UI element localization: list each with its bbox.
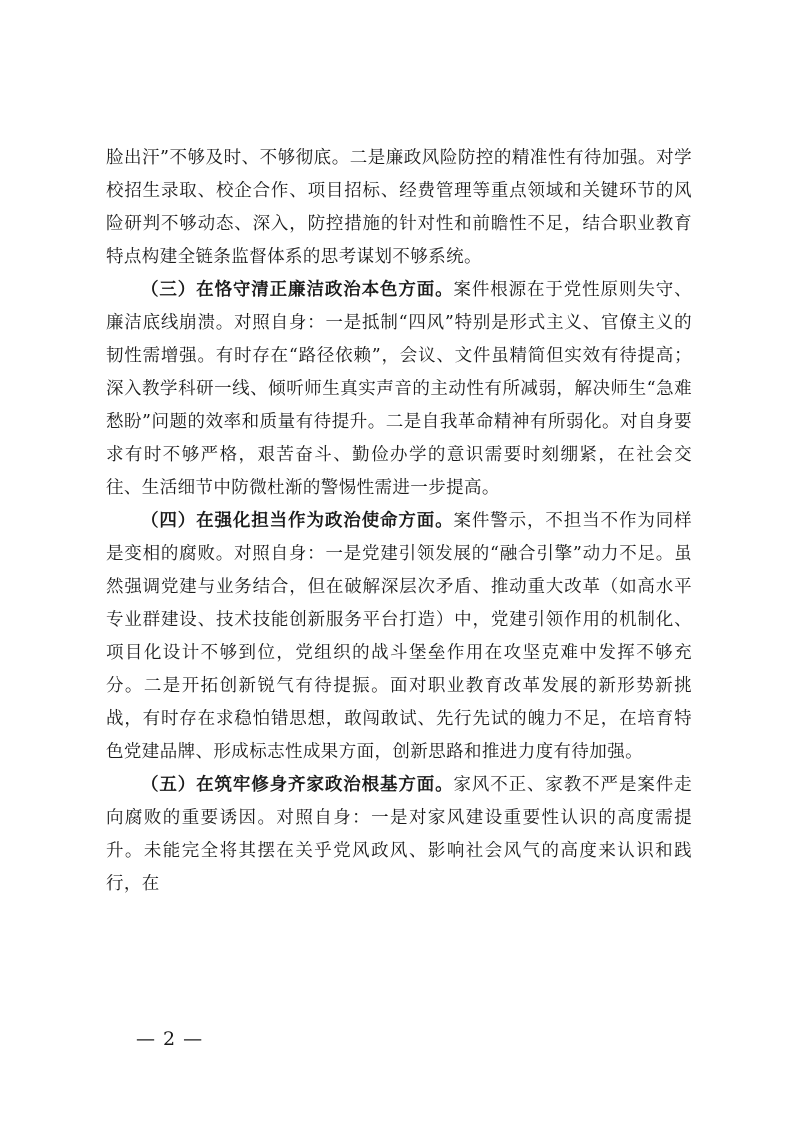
paragraph-text: 脸出汗”不够及时、不够彻底。二是廉政风险防控的精准性有待加强。对学校招生录取、校企合作、项目招标、经费管理等重点领域和关键环节的风险研判不够动态、深入，防控措施的针对性和前瞻性不足，结合职业教育特点构建全链条监督体系的思考谋划不够系统。 — [106, 148, 692, 267]
paragraph-continuation — [106, 142, 692, 274]
paragraph-section-3 — [106, 274, 692, 505]
body-text — [106, 142, 692, 901]
paragraph-section-4 — [106, 505, 692, 769]
section-heading: （三）在恪守清正廉洁政治本色方面。 — [141, 280, 454, 300]
section-heading: （四）在强化担当作为政治使命方面。 — [141, 511, 454, 531]
paragraph-section-5 — [106, 769, 692, 901]
paragraph-text: 家风不正、家教不严是案件走向腐败的重要诱因。对照自身：一是对家风建设重要性认识的高度需提升。未能完全将其摆在关乎党风政风、影响社会风气的高度来认识和践行，在 — [106, 775, 692, 894]
paragraph-text: 案件警示，不担当不作为同样是变相的腐败。对照自身：一是党建引领发展的“融合引擎”动力不足。虽然强调党建与业务结合，但在破解深层次矛盾、推动重大改革（如高水平专业群建设、技术技能创新服务平台打造）中，党建引领作用的机制化、项目化设计不够到位，党组织的战斗堡垒作用在攻坚克难中发挥不够充分。二是开拓创新锐气有待提振。面对职业教育改革发展的新形势新挑战，有时存在求稳怕错思想，敢闯敢试、先行先试的魄力不足，在培育特色党建品牌、形成标志性成果方面，创新思路和推进力度有待加强。 — [106, 511, 692, 762]
paragraph-text: 案件根源在于党性原则失守、廉洁底线崩溃。对照自身：一是抵制“四风”特别是形式主义、官僚主义的韧性需增强。有时存在“路径依赖”，会议、文件虽精简但实效有待提高；深入教学科研一线、倾听师生真实声音的主动性有所减弱，解决师生“急难愁盼”问题的效率和质量有待提升。二是自我革命精神有所弱化。对自身要求有时不够严格，艰苦奋斗、勤俭办学的意识需要时刻绷紧，在社会交往、生活细节中防微杜渐的警惕性需进一步提高。 — [106, 280, 692, 498]
page-number: — 2 — — [136, 1028, 204, 1050]
section-heading: （五）在筑牢修身齐家政治根基方面。 — [141, 775, 454, 795]
